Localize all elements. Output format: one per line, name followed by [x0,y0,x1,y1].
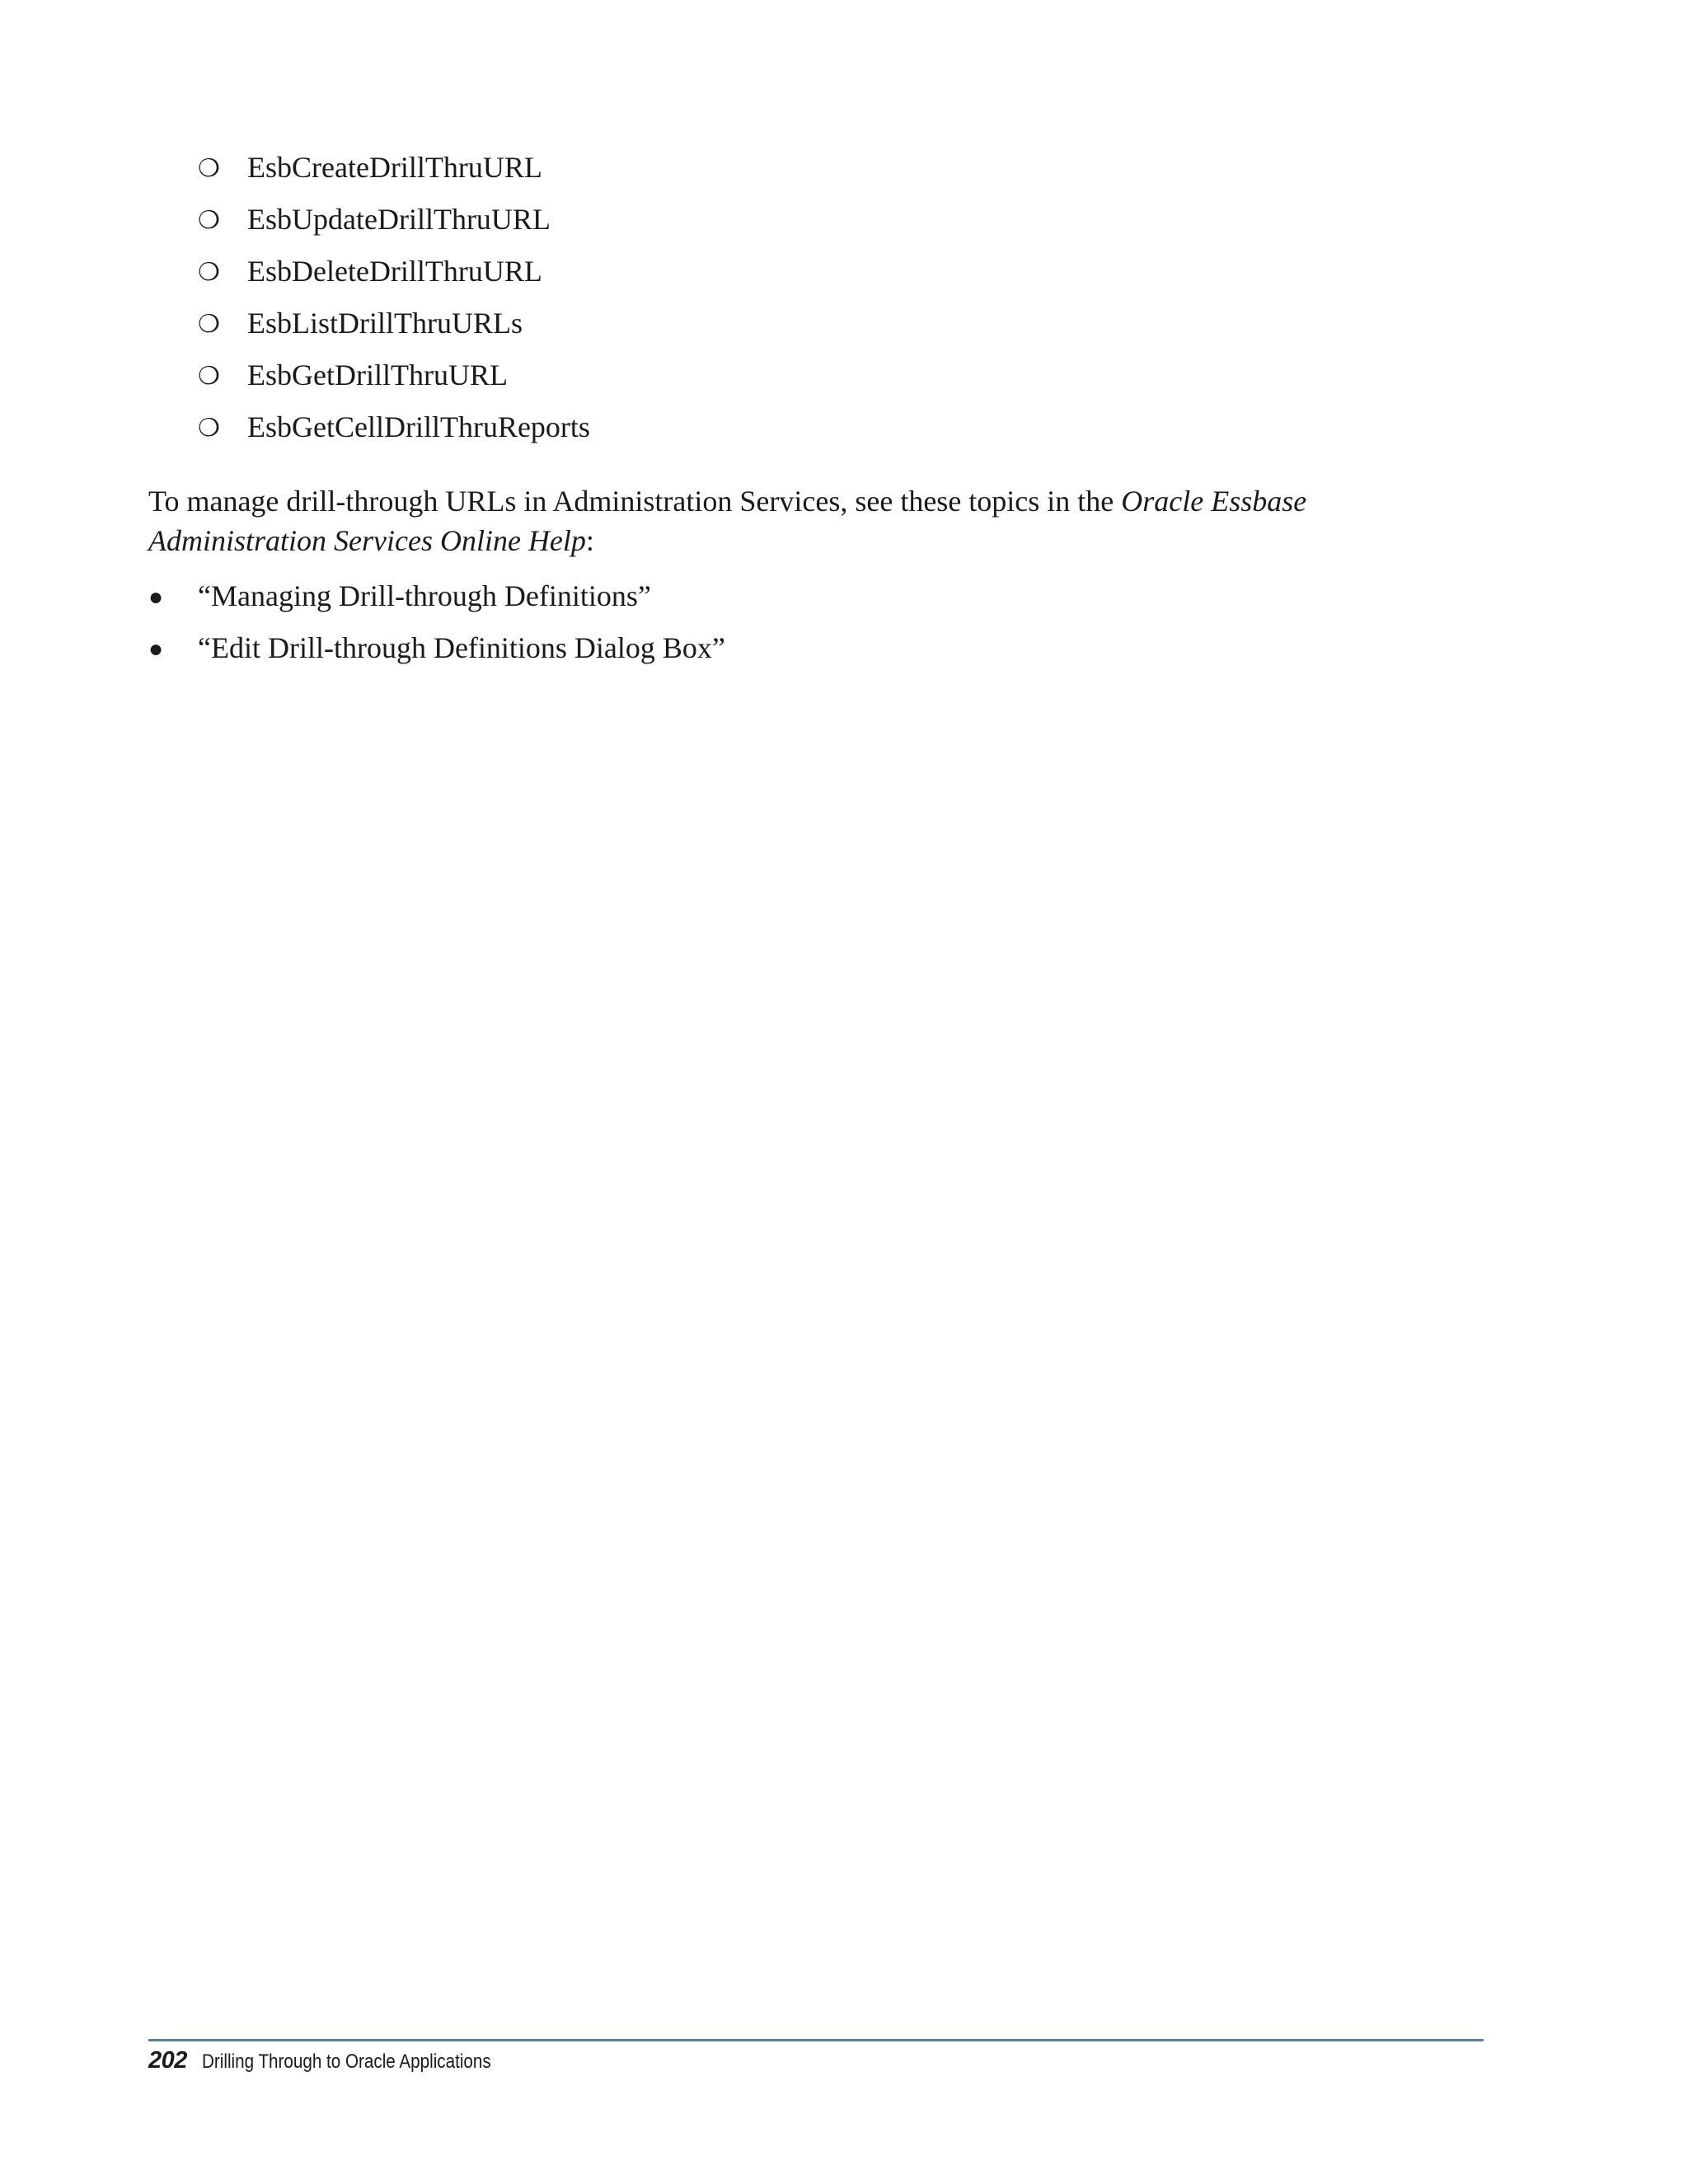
hollow-bullet-icon: ❍ [198,311,220,338]
hollow-bullet-icon: ❍ [198,207,220,234]
list-item-label: EsbGetDrillThruURL [247,359,508,391]
list-item-label: EsbCreateDrillThruURL [247,151,542,184]
body-paragraph [148,481,1335,560]
list-item [198,142,590,194]
list-item [198,349,590,401]
hollow-bullet-icon: ❍ [198,415,220,442]
paragraph-text: To manage drill-through URLs in Administration Services, see these topics in the [148,485,1122,518]
list-item-label: EsbGetCellDrillThruReports [247,410,590,443]
list-item [198,194,590,246]
api-function-list [198,142,590,453]
list-item [148,570,725,622]
book-title: Oracle Essbase Administration Services Online Help [148,485,1307,557]
list-item [198,246,590,298]
hollow-bullet-icon: ❍ [198,259,220,286]
chapter-title: Drilling Through to Oracle Applications [201,2050,491,2073]
page-number: 202 [148,2047,187,2074]
list-item [198,401,590,453]
filled-bullet-icon: ● [148,583,164,611]
list-item-label: EsbUpdateDrillThruURL [247,203,551,236]
help-topic-list [148,570,725,674]
list-item-label: EsbListDrillThruURLs [247,307,523,340]
paragraph-punctuation: : [585,524,594,557]
list-item [198,298,590,349]
page-footer [148,2047,538,2074]
filled-bullet-icon: ● [148,635,164,663]
list-item-label: EsbDeleteDrillThruURL [247,255,542,288]
list-item [148,622,725,674]
hollow-bullet-icon: ❍ [198,363,220,390]
list-item-label: “Managing Drill-through Definitions” [198,579,651,612]
list-item-label: “Edit Drill-through Definitions Dialog Box” [198,631,725,664]
footer-divider [148,2039,1484,2041]
hollow-bullet-icon: ❍ [198,155,220,182]
